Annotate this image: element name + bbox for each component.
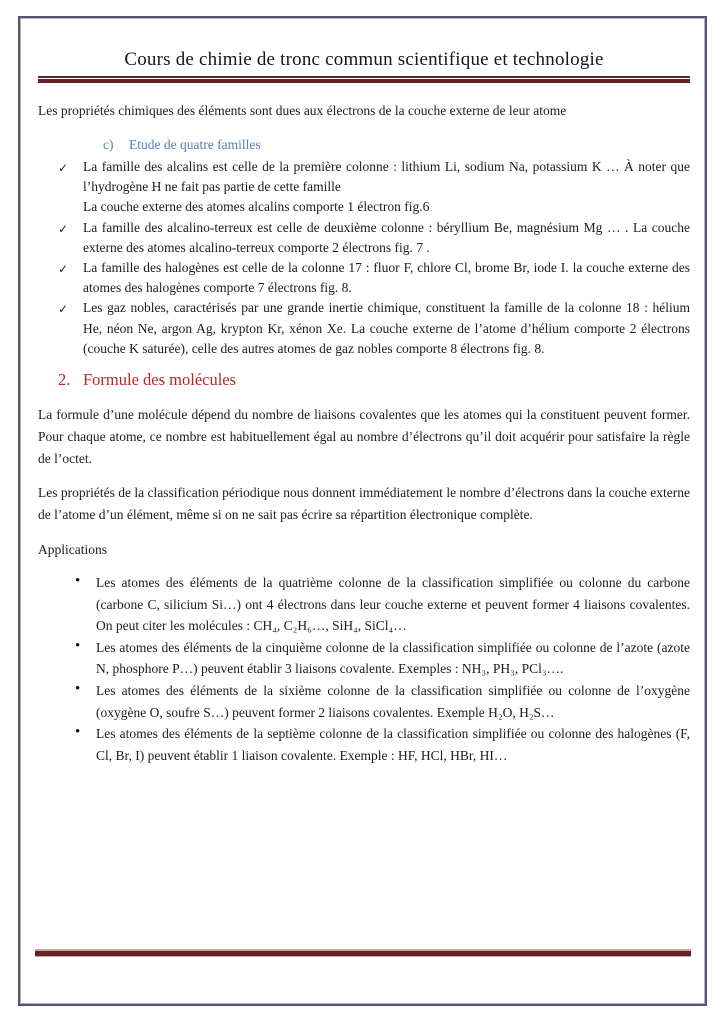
list-item-quatrieme-colonne xyxy=(38,572,690,637)
list-item-halogenes xyxy=(38,258,690,298)
dot-bullet-icon: • xyxy=(75,637,81,654)
dot-bullet-icon: • xyxy=(75,724,81,741)
dot-bullet-icon: • xyxy=(75,573,81,590)
check-bullet-icon: ✓ xyxy=(58,161,69,175)
list-item-text: Les gaz nobles, caractérisés par une grande inertie chimique, constituent la famille de la colonne 18 : hélium He, néon Ne, argon Ag, krypton Kr, xénon Xe. La couche externe de l’atome d’hélium comporte 2 électrons (couche K saturée), celle des autres atomes de gaz nobles comporte 8 électrons fig. 8. xyxy=(83,300,690,356)
list-item-text: Les atomes des éléments de la cinquième colonne de la classification simplifiée ou colonne de l’azote (azote N, phosphore P…) peuvent établir 3 liaisons covalente. Exemples : NH₃, PH₃, PCl₃…. xyxy=(96,639,690,677)
intro-paragraph: Les propriétés chimiques des éléments sont dues aux électrons de la couche externe de leur atome xyxy=(38,103,567,118)
page-border-frame xyxy=(18,16,707,1006)
document-content xyxy=(21,19,704,766)
section-c-heading xyxy=(103,135,690,155)
list-item-sixieme-colonne xyxy=(38,680,690,723)
title-underline-rule xyxy=(38,76,690,83)
paragraph-classification: Les propriétés de la classification périodique nous donnent immédiatement le nombre d’électrons dans la couche externe de l’atome d’un élément, même si on ne sait pas écrire sa répartition électronique complète. xyxy=(38,485,690,523)
paragraph-formule: La formule d’une molécule dépend du nombre de liaisons covalentes que les atomes qui la constituent peuvent former. Pour chaque atome, ce nombre est habituellement égal au nombre d’électrons qu’il doit acquérir pour satisfaire la règle de l’octet. xyxy=(38,407,690,466)
list-item-gaz-nobles xyxy=(38,298,690,359)
section-2-number: 2. xyxy=(58,370,71,390)
check-bullet-icon: ✓ xyxy=(58,302,69,317)
list-item-text: La famille des alcalino-terreux est celle de deuxième colonne : béryllium Be, magnésium Mg … . La couche externe des atomes alcalino-terreux comporte 2 électrons fig. 7 . xyxy=(83,219,690,255)
section-2-title: Formule des molécules xyxy=(83,370,237,390)
section-c-label: c) xyxy=(103,137,114,152)
check-bullet-icon: ✓ xyxy=(58,262,69,277)
footer-divider-rule xyxy=(35,949,691,957)
list-item-alcalins xyxy=(38,157,690,218)
families-check-list xyxy=(38,157,690,359)
page-border-frame-inner xyxy=(20,18,705,1004)
dot-bullet-icon: • xyxy=(75,680,81,697)
list-item-text: La famille des alcalins est celle de la première colonne : lithium Li, sodium Na, potassium K … À noter que l’hydrogène H ne fait pas partie de cette famille xyxy=(83,159,690,195)
list-item-text: La famille des halogènes est celle de la colonne 17 : fluor F, chlore Cl, brome Br, iode I. la couche externe des atomes des halogènes comporte 7 électrons fig. 8. xyxy=(83,260,690,296)
check-bullet-icon: ✓ xyxy=(58,221,69,236)
list-item-alcalino-terreux xyxy=(38,218,690,258)
applications-bullet-list xyxy=(38,572,690,766)
list-item-text: Les atomes des éléments de la sixième colonne de la classification simplifiée ou colonne de l’oxygène (oxygène O, soufre S…) peuvent former 2 liaisons covalentes. Exemple H₂O, H₂S… xyxy=(96,682,690,720)
list-item-cinquieme-colonne xyxy=(38,637,690,680)
applications-label: Applications xyxy=(38,542,107,558)
section-2-heading xyxy=(58,368,690,391)
list-item-text: Les atomes des éléments de la septième colonne de la classification simplifiée ou colonne des halogènes (F, Cl, Br, I) peuvent établir 1 liaison covalente. Exemple : HF, HCl, HBr, HI… xyxy=(96,726,690,763)
section-c-title: Etude de quatre familles xyxy=(129,137,261,152)
list-item-septieme-colonne xyxy=(38,723,690,766)
page-title: Cours de chimie de tronc commun scientifique et technologie xyxy=(124,49,604,70)
list-item-text: La couche externe des atomes alcalins comporte 1 électron fig.6 xyxy=(83,199,430,215)
list-item-text: Les atomes des éléments de la quatrième colonne de la classification simplifiée ou colonne du carbone (carbone C, silicium Si…) ont 4 électrons dans leur couche externe et peuvent former 4 liaisons covalentes. On peut citer les molécules : CH₄, C₂H₆…, SiH₄, SiCl₄… xyxy=(96,575,690,634)
